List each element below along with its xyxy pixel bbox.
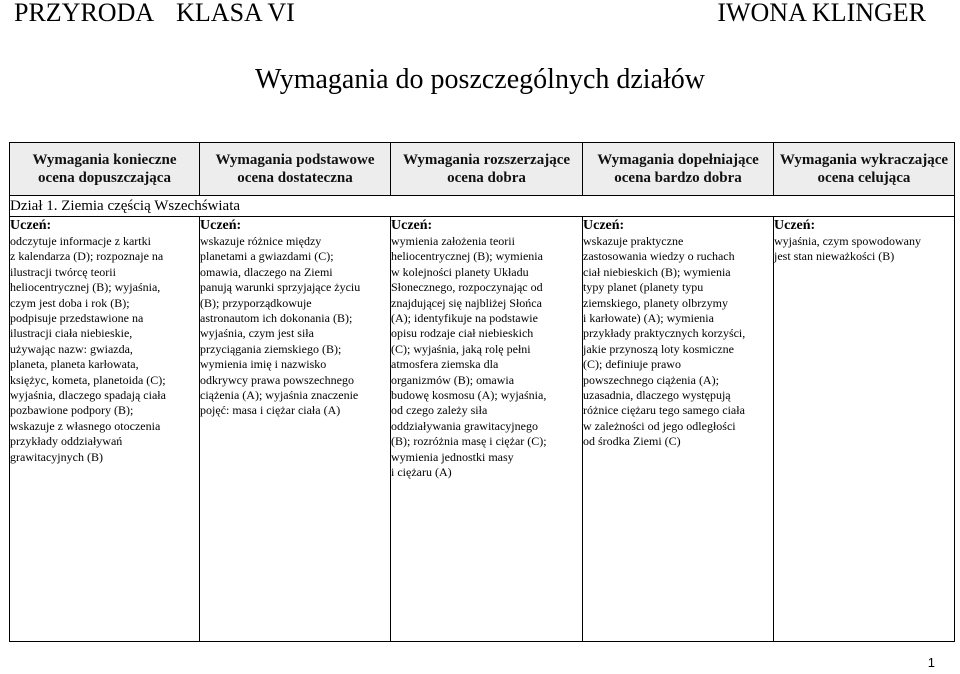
column-header-konieczne: Wymagania konieczne ocena dopuszczająca bbox=[10, 143, 200, 196]
table-cell-dopelniajace bbox=[583, 217, 774, 642]
table-cell-rozszerzajace bbox=[391, 217, 583, 642]
author-name: IWONA KLINGER bbox=[717, 0, 926, 27]
table-row bbox=[10, 217, 955, 642]
section-title: Dział 1. Ziemia częścią Wszechświata bbox=[10, 196, 955, 217]
cell-heading: Uczeń: bbox=[10, 218, 52, 233]
column-header-dopelniajace: Wymagania dopełniające ocena bardzo dobra bbox=[583, 143, 774, 196]
header-left bbox=[14, 0, 317, 28]
page-number: 1 bbox=[927, 655, 935, 670]
cell-text: wskazuje różnice między planetami a gwiazdami (C); omawia, dlaczego na Ziemi panują warunki sprzyjające życiu (B); przyporządkowuje astronautom ich dokonania (B); wyjaśnia, czym jest siła przyciągania ziemskiego (B); wymienia imię i nazwisko odkrywcy prawa powszechnego ciążenia (A); wyjaśnia znaczenie pojęć: masa i ciężar ciała (A) bbox=[200, 234, 361, 418]
class-label: KLASA VI bbox=[176, 0, 295, 27]
cell-text: wyjaśnia, czym spowodowany jest stan nieważkości (B) bbox=[774, 234, 921, 264]
cell-text: wskazuje praktyczne zastosowania wiedzy o ruchach ciał niebieskich (B); wymienia typy planet (planety typu ziemskiego, planety olbrzymy i karłowate) (A); wymienia przykłady praktycznych korzyści, jakie przynoszą loty kosmiczne (C); definiuje prawo powszechnego ciążenia (A); uzasadnia, dlaczego występują różnice ciężaru tego samego ciała w zależności od jego odległości od środka Ziemi (C) bbox=[583, 234, 746, 449]
cell-heading: Uczeń: bbox=[583, 218, 625, 233]
cell-text: wymienia założenia teorii heliocentrycznej (B); wymienia w kolejności planety Układu Słonecznego, rozpoczynając od znajdującej się najbliżej Słońca (A); identyfikuje na podstawie opisu rodzaje ciał niebieskich (C); wyjaśnia, jaką rolę pełni atmosfera ziemska dla organizmów (B); omawia budowę kosmosu (A); wyjaśnia, od czego zależy siła oddziaływania grawitacyjnego (B); rozróżnia masę i ciężar (C); wymienia jednostki masy i ciężaru (A) bbox=[391, 234, 547, 480]
cell-heading: Uczeń: bbox=[774, 218, 816, 233]
subject-label: PRZYRODA bbox=[14, 0, 155, 27]
document-header bbox=[0, 0, 960, 30]
cell-heading: Uczeń: bbox=[391, 218, 433, 233]
cell-text: odczytuje informacje z kartki z kalendarza (D); rozpoznaje na ilustracji twórcę teorii heliocentrycznej (B); wyjaśnia, czym jest doba i rok (B); podpisuje przedstawione na ilustracji ciała niebieskie, używając nazw: gwiazda, planeta, planeta karłowata, księżyc, kometa, planetoida (C); wyjaśnia, dlaczego spadają ciała pozbawione podpory (B); wskazuje z własnego otoczenia przykłady oddziaływań grawitacyjnych (B) bbox=[10, 234, 166, 464]
cell-heading: Uczeń: bbox=[200, 218, 242, 233]
page-title: Wymagania do poszczególnych działów bbox=[254, 64, 706, 95]
column-header-rozszerzajace: Wymagania rozszerzające ocena dobra bbox=[391, 143, 583, 196]
table-cell-podstawowe bbox=[200, 217, 391, 642]
table-cell-wykraczajace bbox=[774, 217, 955, 642]
requirements-table bbox=[9, 142, 955, 642]
column-header-wykraczajace: Wymagania wykraczające ocena celująca bbox=[774, 143, 955, 196]
column-header-podstawowe: Wymagania podstawowe ocena dostateczna bbox=[200, 143, 391, 196]
table-header-row bbox=[10, 143, 955, 196]
table-cell-konieczne bbox=[10, 217, 200, 642]
section-row bbox=[10, 196, 955, 217]
